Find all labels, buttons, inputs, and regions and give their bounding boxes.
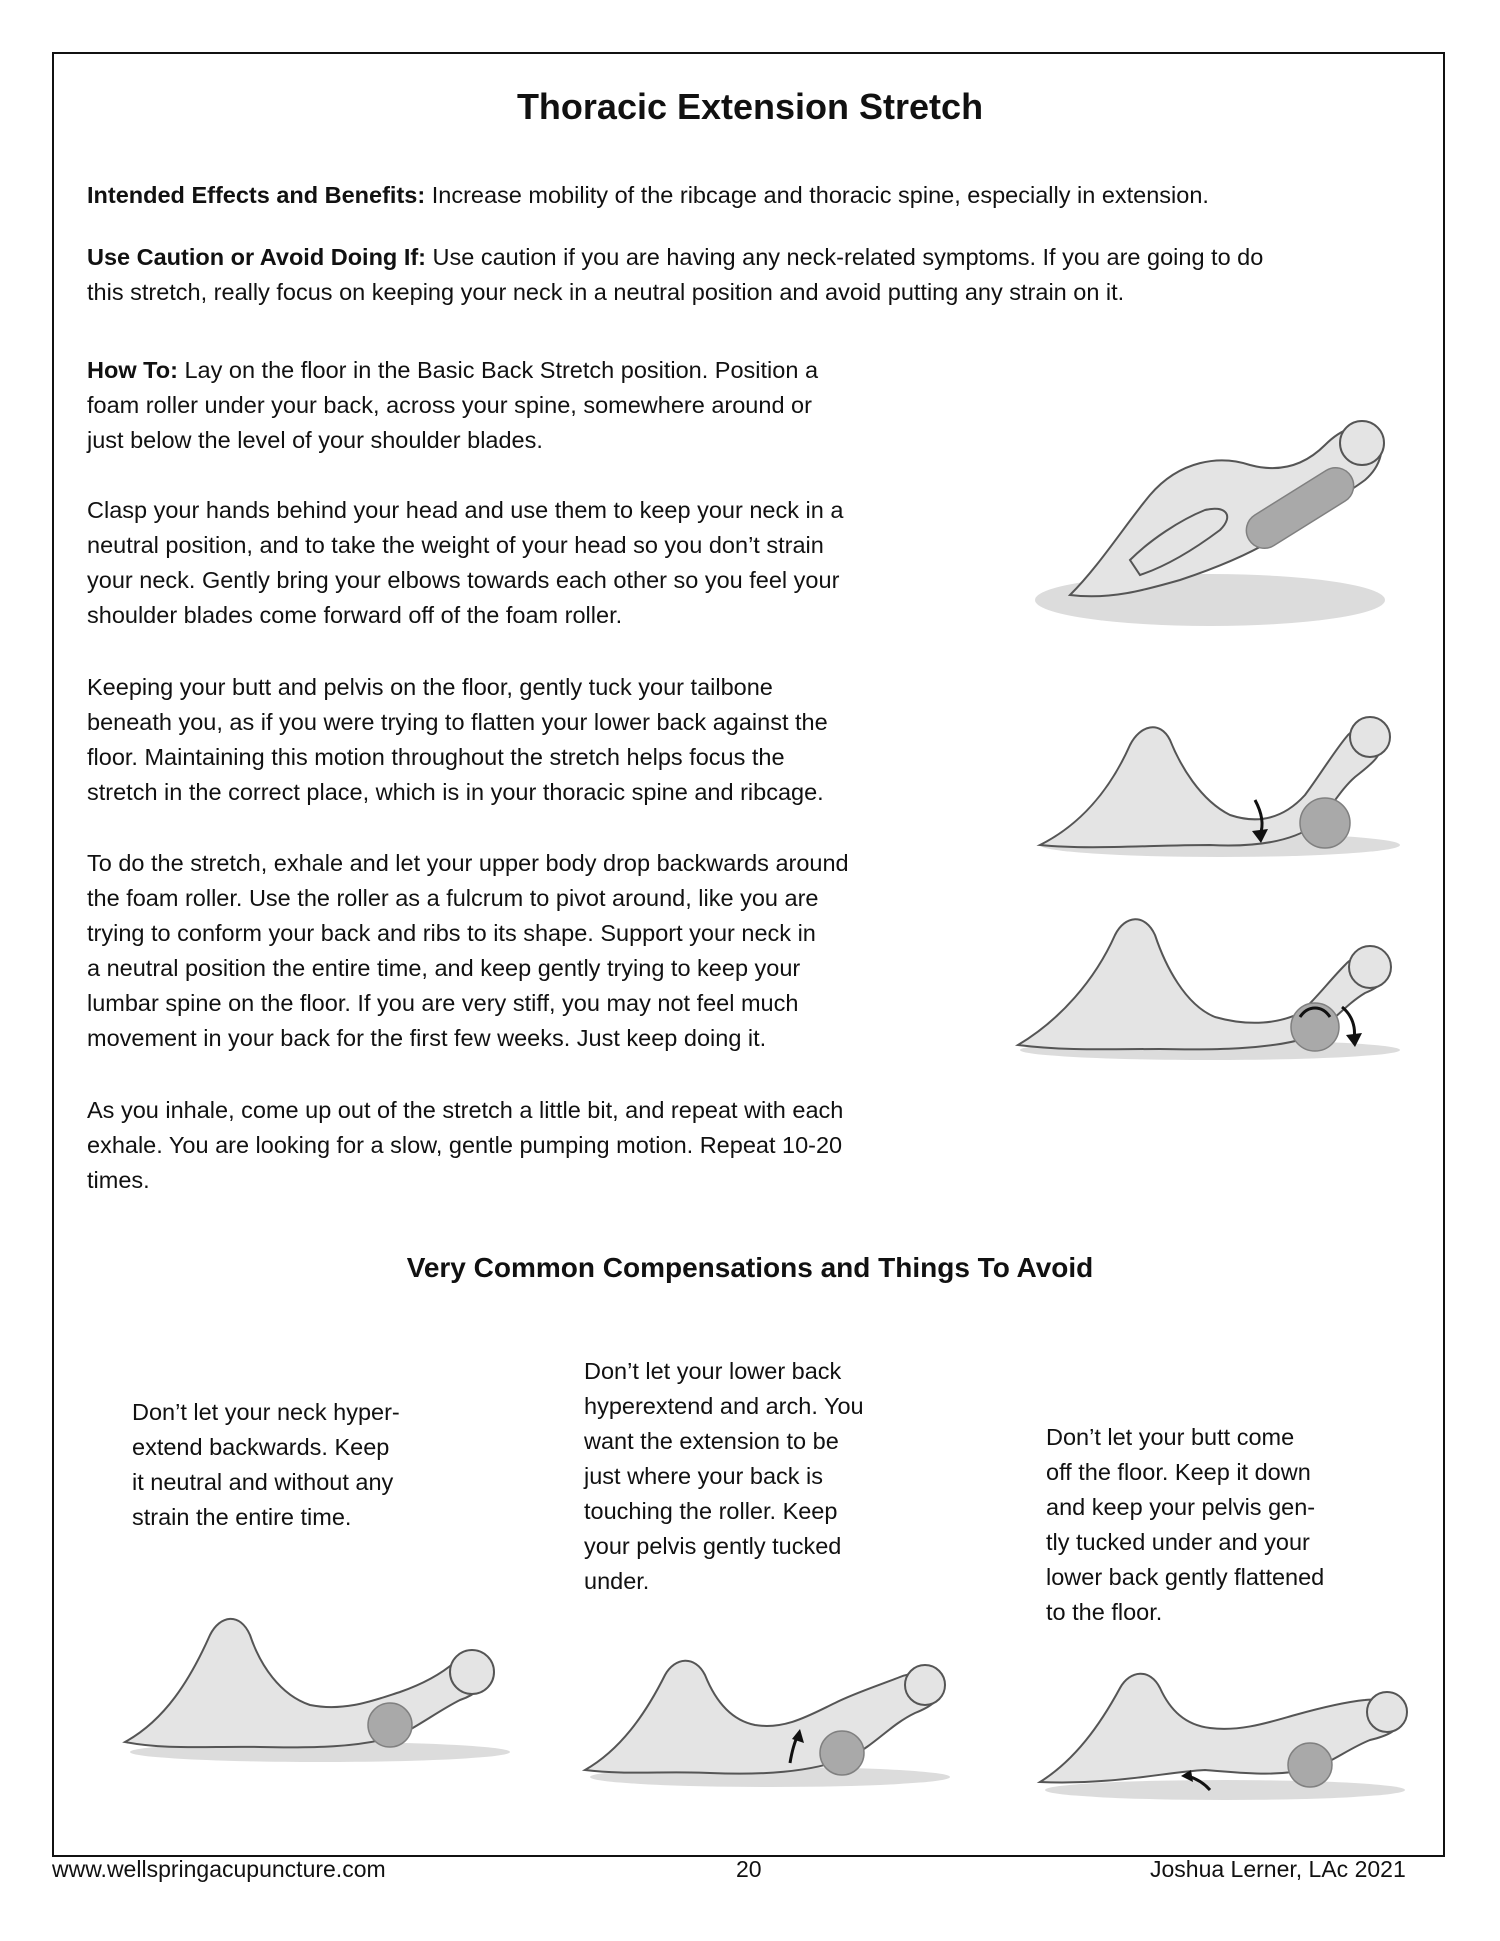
text-line: movement in your back for the first few weeks. Just keep doing it.: [87, 1025, 767, 1051]
figure-lower-back-arch: [580, 1645, 950, 1790]
text-line: times.: [87, 1167, 150, 1193]
text-line: the foam roller. Use the roller as a fulcrum to pivot around, like you are: [87, 885, 819, 911]
howto-paragraph-5: [87, 1093, 843, 1198]
text-line: lower back gently flattened: [1046, 1564, 1325, 1590]
howto-paragraph-1: [87, 353, 818, 458]
caution-line: Use caution if you are having any neck-related symptoms. If you are going to do: [426, 244, 1264, 270]
text-line: your neck. Gently bring your elbows towards each other so you feel your: [87, 567, 840, 593]
page-title: Thoracic Extension Stretch: [516, 86, 984, 127]
text-line: trying to conform your back and ribs to its shape. Support your neck in: [87, 920, 816, 946]
caption-butt-lift: [1046, 1420, 1324, 1630]
text-line: neutral position, and to take the weight of your head so you don’t strain: [87, 532, 824, 558]
text-line: touching the roller. Keep: [584, 1498, 838, 1524]
text-line: foam roller under your back, across your spine, somewhere around or: [87, 392, 812, 418]
text-line: your pelvis gently tucked: [584, 1533, 842, 1559]
footer-page-number: 20: [736, 1856, 762, 1882]
caption-lower-back-arch: [584, 1354, 864, 1599]
text-line: extend backwards. Keep: [132, 1434, 390, 1460]
text-line: Lay on the floor in the Basic Back Stretch position. Position a: [177, 357, 819, 383]
effects-label: Intended Effects and Benefits:: [87, 182, 426, 208]
footer-author: Joshua Lerner, LAc 2021: [1150, 1856, 1406, 1882]
footer-website: www.wellspringacupuncture.com: [52, 1856, 386, 1882]
caution-line: this stretch, really focus on keeping your neck in a neutral position and avoid putting any strain on it.: [87, 279, 1125, 305]
text-line: Don’t let your butt come: [1046, 1424, 1295, 1450]
text-line: hyperextend and arch. You: [584, 1393, 864, 1419]
howto-paragraph-4: [87, 846, 849, 1056]
text-line: floor. Maintaining this motion throughout the stretch helps focus the: [87, 744, 785, 770]
figure-neck-hyperextension: [120, 1600, 500, 1765]
compensations-heading: Very Common Compensations and Things To Avoid: [406, 1252, 1094, 1283]
text-line: off the floor. Keep it down: [1046, 1459, 1311, 1485]
figure-butt-lift: [1035, 1660, 1415, 1805]
effects-paragraph: [87, 178, 1209, 213]
text-line: want the extension to be: [584, 1428, 839, 1454]
figure-extension-stretch: [1010, 905, 1410, 1060]
text-line: tly tucked under and your: [1046, 1529, 1310, 1555]
text-line: a neutral position the entire time, and keep gently trying to keep your: [87, 955, 801, 981]
text-line: exhale. You are looking for a slow, gentle pumping motion. Repeat 10-20: [87, 1132, 843, 1158]
caution-paragraph: [87, 240, 1263, 310]
text-line: Keeping your butt and pelvis on the floor, gently tuck your tailbone: [87, 674, 773, 700]
text-line: beneath you, as if you were trying to flatten your lower back against the: [87, 709, 828, 735]
caution-label: Use Caution or Avoid Doing If:: [87, 244, 426, 270]
text-line: under.: [584, 1568, 650, 1594]
text-line: it neutral and without any: [132, 1469, 394, 1495]
caption-neck-hyperextension: [132, 1395, 400, 1535]
text-line: to the floor.: [1046, 1599, 1163, 1625]
figure-pelvic-tuck: [1030, 705, 1410, 860]
text-line: lumbar spine on the floor. If you are very stiff, you may not feel much: [87, 990, 799, 1016]
howto-paragraph-3: [87, 670, 828, 810]
figure-roller-setup: [1040, 395, 1420, 640]
text-line: strain the entire time.: [132, 1504, 352, 1530]
text-line: Clasp your hands behind your head and use them to keep your neck in a: [87, 497, 844, 523]
text-line: and keep your pelvis gen-: [1046, 1494, 1316, 1520]
text-line: Don’t let your lower back: [584, 1358, 842, 1384]
text-line: To do the stretch, exhale and let your upper body drop backwards around: [87, 850, 849, 876]
text-line: stretch in the correct place, which is in your thoracic spine and ribcage.: [87, 779, 824, 805]
howto-label: How To:: [87, 357, 178, 383]
text-line: Don’t let your neck hyper-: [132, 1399, 400, 1425]
text-line: just below the level of your shoulder blades.: [87, 427, 543, 453]
effects-text: Increase mobility of the ribcage and thoracic spine, especially in extension.: [425, 182, 1209, 208]
text-line: As you inhale, come up out of the stretch a little bit, and repeat with each: [87, 1097, 844, 1123]
text-line: shoulder blades come forward off of the foam roller.: [87, 602, 623, 628]
howto-paragraph-2: [87, 493, 843, 633]
text-line: just where your back is: [584, 1463, 824, 1489]
